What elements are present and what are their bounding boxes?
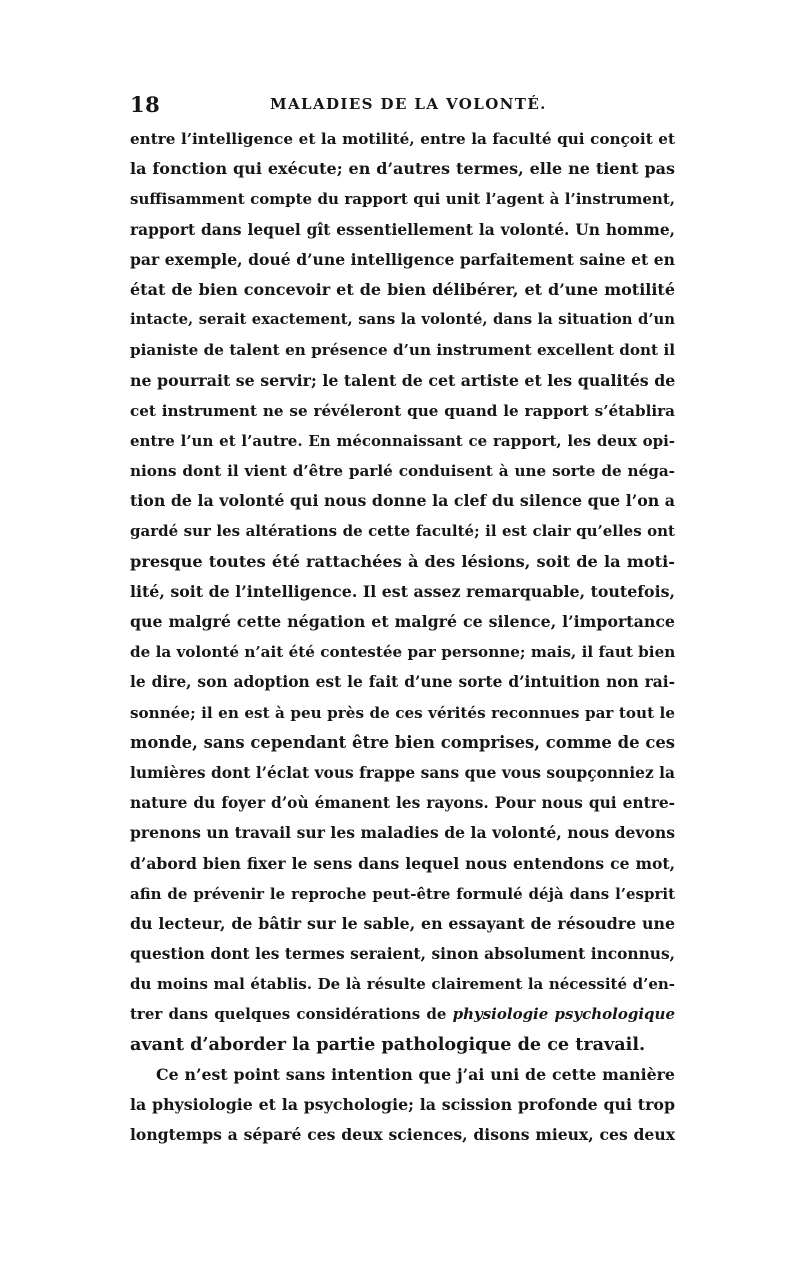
paragraph-2 (130, 1060, 675, 1151)
text-line: lumières dont l’éclat vous frappe sans que vous soupçonniez la (130, 763, 675, 782)
text-line: entre l’un et l’autre. En méconnaissant ce rapport, les deux opi- (130, 431, 675, 450)
text-line: par exemple, doué d’une intelligence parfaitement saine et en (130, 249, 675, 269)
text-line: cet instrument ne se révéleront que quand le rapport s’établira (130, 401, 675, 420)
page-number: 18 (130, 92, 161, 117)
text-line: nions dont il vient d’être parlé conduisent à une sorte de néga- (130, 462, 675, 481)
text-line: question dont les termes seraient, sinon absolument inconnus, (130, 945, 675, 964)
text-line: la fonction qui exécute; en d’autres termes, elle ne tient pas (130, 159, 675, 179)
text-line: Ce n’est point sans intention que j’ai uni de cette manière (156, 1064, 675, 1084)
text-line: lité, soit de l’intelligence. Il est assez remarquable, toutefois, (130, 581, 675, 601)
text-line: le dire, son adoption est le fait d’une sorte d’intuition non rai- (130, 673, 675, 692)
text-line: gardé sur les altérations de cette faculté; il est clair qu’elles ont (130, 522, 675, 541)
text-line: entre l’intelligence et la motilité, entre la faculté qui conçoit et (130, 130, 675, 148)
text-line: état de bien concevoir et de bien délibérer, et d’une motilité (130, 279, 675, 299)
text-line: du lecteur, de bâtir sur le sable, en essayant de résoudre une (130, 913, 675, 933)
text-line: presque toutes été rattachées à des lésions, soit de la moti- (130, 551, 675, 571)
text-line: intacte, serait exactement, sans la volonté, dans la situation d’un (130, 311, 675, 329)
text-line: pianiste de talent en présence d’un instrument excellent dont il (130, 341, 675, 360)
text-segment: trer dans quelques considérations de (130, 1005, 453, 1024)
text-line: d’abord bien fixer le sens dans lequel nous entendons ce mot, (130, 853, 675, 873)
text-line: que malgré cette négation et malgré ce silence, l’importance (130, 612, 675, 631)
text-line: afin de prévenir le reproche peut-être formulé déjà dans l’esprit (130, 884, 675, 903)
running-title: MALADIES DE LA VOLONTÉ. (270, 95, 547, 113)
page-header (130, 92, 675, 120)
text-line: du moins mal établis. De là résulte clairement la nécessité d’en- (130, 975, 675, 994)
text-line-with-italic (130, 999, 675, 1029)
italic-term: physiologie psychologique (452, 1005, 675, 1024)
text-line: rapport dans lequel gît essentiellement la volonté. Un homme, (130, 220, 675, 239)
text-line: ne pourrait se servir; le talent de cet artiste et les qualités de (130, 370, 676, 390)
body-text (130, 124, 675, 1150)
text-line: avant d’aborder la partie pathologique de ce travail. (130, 1033, 646, 1055)
text-line: suffisamment compte du rapport qui unit l’agent à l’instrument, (130, 190, 675, 209)
text-line: la physiologie et la psychologie; la scission profonde qui trop (130, 1095, 675, 1114)
text-line: sonnée; il en est à peu près de ces vérités reconnues par tout le (130, 703, 675, 722)
text-line: nature du foyer d’où émanent les rayons. Pour nous qui entre- (130, 794, 675, 813)
text-line: tion de la volonté qui nous donne la clef du silence que l’on a (130, 491, 675, 511)
text-line: prenons un travail sur les maladies de la volonté, nous devons (130, 823, 675, 843)
text-line: longtemps a séparé ces deux sciences, disons mieux, ces deux (130, 1125, 675, 1145)
text-line: monde, sans cependant être bien comprises, comme de ces (130, 732, 675, 752)
text-line: de la volonté n’ait été contestée par personne; mais, il faut bien (130, 643, 676, 662)
paragraph-1 (130, 124, 675, 1060)
